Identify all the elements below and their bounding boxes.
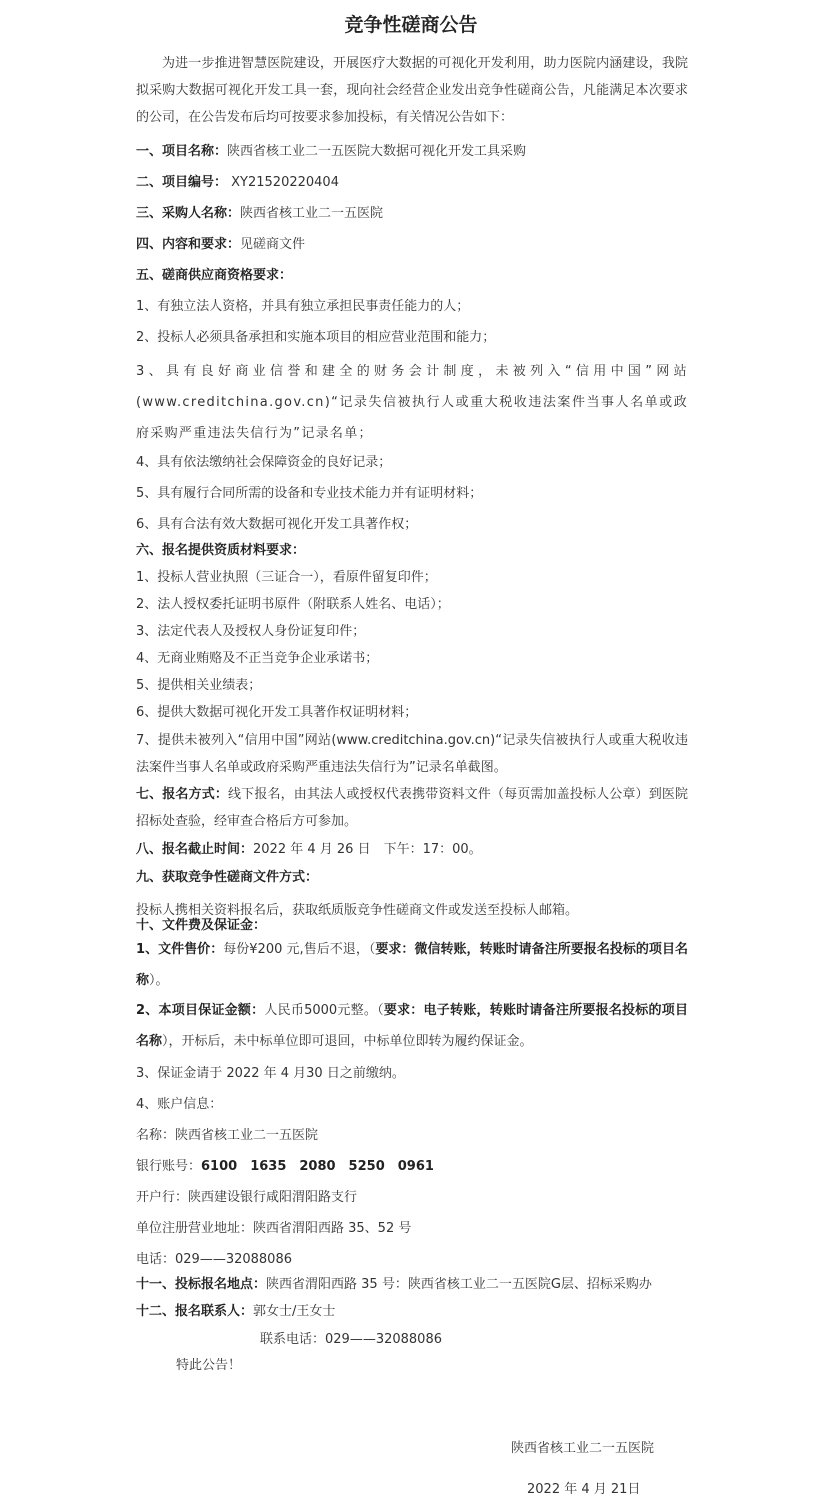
section-8-label: 八、报名截止时间： [136, 842, 254, 857]
section-2-label: 二、项目编号： [136, 175, 228, 190]
fee-end: ）。 [149, 973, 169, 988]
section-7 [136, 781, 688, 835]
section-6-item: 1、投标人营业执照（三证合一），看原件留复印件； [136, 570, 437, 585]
section-2 [136, 173, 339, 193]
section-3-label: 三、采购人名称： [136, 206, 241, 221]
section-10-deposit [136, 995, 688, 1057]
signature-org: 陕西省核工业二一五医院 [511, 1441, 655, 1456]
fee-requirement: 要求：微信转账，转账时请备注所要报名投标的项目名称 [136, 942, 688, 988]
section-12-label: 十二、报名联系人： [136, 1304, 254, 1319]
section-8-value: 2022 年 4 月 26 日 下午：17：00。 [253, 842, 482, 857]
section-6-item: 5、提供相关业绩表； [136, 678, 262, 693]
section-12-value: 郭女士/王女士 [253, 1304, 336, 1319]
section-11 [136, 1275, 652, 1295]
section-5-item: 4、具有依法缴纳社会保障资金的良好记录； [136, 455, 392, 470]
section-6-label: 六、报名提供资质材料要求： [136, 543, 306, 558]
intro-paragraph: 为进一步推进智慧医院建设，开展医疗大数据的可视化开发利用，助力医院内涵建设，我院拟采购大数据可视化开发工具一套，现向社会经营企业发出竞争性磋商公告，凡能满足本次要求的公司，在公告发布后均可按要求参加投标，有关情况公告如下： [136, 56, 688, 125]
section-5-item: 5、具有履行合同所需的设备和专业技术能力并有证明材料； [136, 486, 483, 501]
section-5-item: 2、投标人必须具备承担和实施本项目的相应营业范围和能力； [136, 330, 496, 345]
section-6-item: 4、无商业贿赂及不正当竞争企业承诺书； [136, 651, 379, 666]
account-info-label: 4、账户信息： [136, 1097, 223, 1112]
deposit-value: 人民币5000元整。（ [264, 1003, 384, 1018]
section-11-value: 陕西省渭阳西路 35 号：陕西省核工业二一五医院G层、招标采购办 [266, 1277, 652, 1292]
section-10-fee [136, 934, 688, 996]
section-9-label: 九、获取竞争性磋商文件方式： [136, 870, 319, 885]
section-6-item: 3、法定代表人及授权人身份证复印件； [136, 624, 366, 639]
section-4 [136, 235, 305, 255]
section-6-item: 6、提供大数据可视化开发工具著作权证明材料； [136, 705, 418, 720]
section-7-value: 线下报名，由其法人或授权代表携带资料文件（每页需加盖投标人公章）到医院招标处查验，经审查合格后方可参加。 [136, 787, 688, 829]
section-1-value: 陕西省核工业二一五医院大数据可视化开发工具采购 [227, 144, 527, 159]
section-4-label: 四、内容和要求： [136, 237, 241, 252]
page-title: 竞争性磋商公告 [344, 14, 478, 36]
phone: 电话：029——32088086 [136, 1252, 292, 1267]
section-5-item: 6、具有合法有效大数据可视化开发工具著作权； [136, 517, 418, 532]
contact-phone: 联系电话：029——32088086 [260, 1332, 442, 1347]
section-5-item: 1、有独立法人资格，并具有独立承担民事责任能力的人； [136, 299, 470, 314]
section-8 [136, 840, 482, 860]
section-6-item: 2、法人授权委托证明书原件（附联系人姓名、电话）； [136, 597, 450, 612]
section-1-label: 一、项目名称： [136, 144, 228, 159]
section-12 [136, 1302, 335, 1322]
bank-account [136, 1157, 434, 1177]
section-11-label: 十一、投标报名地点： [136, 1277, 267, 1292]
section-9-value: 投标人携相关资料报名后，获取纸质版竞争性磋商文件或发送至投标人邮箱。 [136, 903, 579, 918]
section-1 [136, 142, 526, 162]
registered-address: 单位注册营业地址：陕西省渭阳西路 35、52 号 [136, 1221, 412, 1236]
signature-date: 2022 年 4 月 21日 [527, 1482, 641, 1497]
deposit-requirement: 要求：电子转账，转账时请备注所要报名投标的项目名称 [136, 1003, 688, 1049]
section-4-value: 见磋商文件 [240, 237, 306, 252]
fee-value: 每份¥200 元,售后不退，（ [223, 942, 376, 957]
bank-branch: 开户行：陕西建设银行咸阳渭阳路支行 [136, 1190, 358, 1205]
account-name: 名称：陕西省核工业二一五医院 [136, 1128, 319, 1143]
closing-text: 特此公告！ [176, 1358, 242, 1373]
section-5-label: 五、磋商供应商资格要求： [136, 268, 293, 283]
section-7-label: 七、报名方式： [136, 787, 229, 802]
bank-account-label: 银行账号： [136, 1159, 202, 1174]
bank-account-number: 6100 1635 2080 5250 0961 [201, 1159, 434, 1174]
section-10-label: 十、文件费及保证金： [136, 918, 267, 933]
fee-label: 1、文件售价： [136, 942, 224, 957]
deposit-deadline: 3、保证金请于 2022 年 4 月30 日之前缴纳。 [136, 1066, 405, 1081]
deposit-label: 2、本项目保证金额： [136, 1003, 265, 1018]
section-2-value: XY21520220404 [227, 175, 339, 190]
section-5-item: 3、具有良好商业信誉和建全的财务会计制度，未被列入“信用中国”网站(www.creditchina.gov.cn)“记录失信被执行人或重大税收违法案件当事人名单或政府采购严重违法失信行为”记录名单； [136, 364, 688, 441]
deposit-end: ），开标后，未中标单位即可退回，中标单位即转为履约保证金。 [162, 1034, 533, 1049]
section-6-item: 7、提供未被列入“信用中国”网站(www.creditchina.gov.cn)“记录失信被执行人或重大税收违法案件当事人名单或政府采购严重违法失信行为”记录名单截图。 [136, 733, 688, 775]
section-3 [136, 204, 383, 224]
section-3-value: 陕西省核工业二一五医院 [240, 206, 384, 221]
